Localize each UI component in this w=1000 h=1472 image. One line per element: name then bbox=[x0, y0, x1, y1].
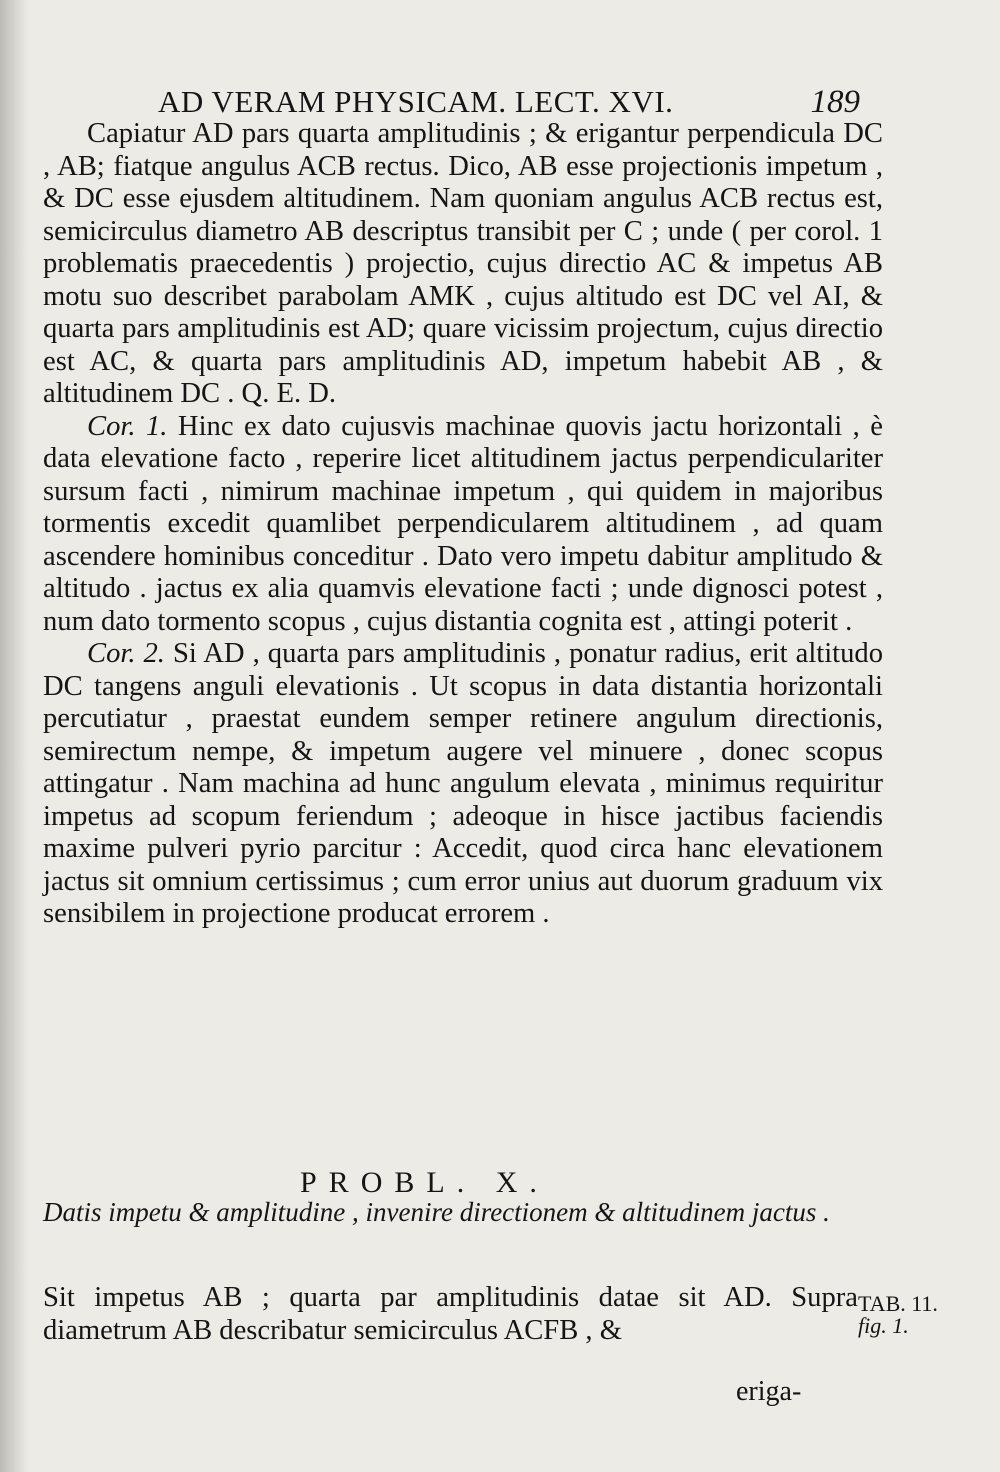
corollary-text: Hinc ex dato cujusvis machinae quovis jactu horizontali , è data elevatione facto , reperire licet altitudinem jactus perpendiculariter sursum facti , nimirum machinae impetum , qui quidem in majoribus tormentis excedit quamlibet perpendicularem altitudinem , ad quam ascendere hominibus conceditur . Dato vero impetu dabitur amplitudo & altitudo . jactus ex alia quamvis elevatione facti ; unde dignosci potest , num dato tormento scopus , cujus distantia cognita est , attingi poterit . bbox=[43, 410, 883, 637]
margin-note bbox=[858, 1293, 978, 1337]
problem-statement: Datis impetu & amplitudine , invenire directionem & altitudinem jactus . bbox=[43, 1197, 830, 1227]
corollary-label: Cor. 2. bbox=[87, 638, 165, 669]
running-head: AD VERAM PHYSICAM. LECT. XVI. bbox=[158, 84, 674, 119]
main-text bbox=[43, 118, 883, 931]
corollary-label: Cor. 1. bbox=[87, 410, 168, 442]
catchword: eriga- bbox=[736, 1376, 802, 1407]
paragraph-corollary-1 bbox=[43, 411, 883, 639]
paragraph-corollary-2 bbox=[43, 638, 883, 931]
paragraph-proof: Capiatur AD pars quarta amplitudinis ; & erigantur perpendicula DC , AB; fiatque angulus ACB rectus. Dico, AB esse projectionis impetum , & DC esse ejusdem altitudinem. Nam quoniam angulus ACB rectus est, semicirculus diametro AB descriptus transibit per C ; unde ( per corol. 1 problematis praecedentis ) projectio, cujus directio AC & impetus AB motu suo describet parabolam AMK , cujus altitudo est DC vel AI, & quarta pars amplitudinis est AD; quare vicissim projectum, cujus directio est AC, & quarta pars amplitudinis AD, impetum habebit AB , & altitudinem DC . Q. E. D. bbox=[43, 118, 883, 409]
page-header bbox=[158, 84, 860, 120]
corollary-text: Si AD , quarta pars amplitudinis , ponatur radius, erit altitudo DC tangens anguli elevationis . Ut scopus in data distantia horizontali percutiatur , praestat eundem semper retinere angulum directionis, semirectum nempe, & impetum augere vel minuere , donec scopus attingatur . Nam machina ad hunc angulum elevata , minimus requiritur impetus ad scopum feriendum ; adeoque in hisce jactibus faciendis maxime pulveri pyrio parcitur : Accedit, quod circa hanc elevationem jactus sit omnium certissimus ; cum error unius aut duorum graduum vix sensibilem in projectione producat errorem . bbox=[43, 638, 883, 929]
margin-fig-label: fig. 1. bbox=[858, 1313, 909, 1338]
problem-title: PROBL. X. bbox=[300, 1166, 549, 1199]
margin-tab-label: TAB. 11. bbox=[858, 1291, 938, 1316]
page-number: 189 bbox=[810, 84, 860, 120]
paragraph-solution: Sit impetus AB ; quarta par amplitudinis datae sit AD. Supra diametrum AB describatur semicirculus ACFB , & bbox=[43, 1282, 858, 1346]
gutter-shadow bbox=[0, 0, 28, 1472]
